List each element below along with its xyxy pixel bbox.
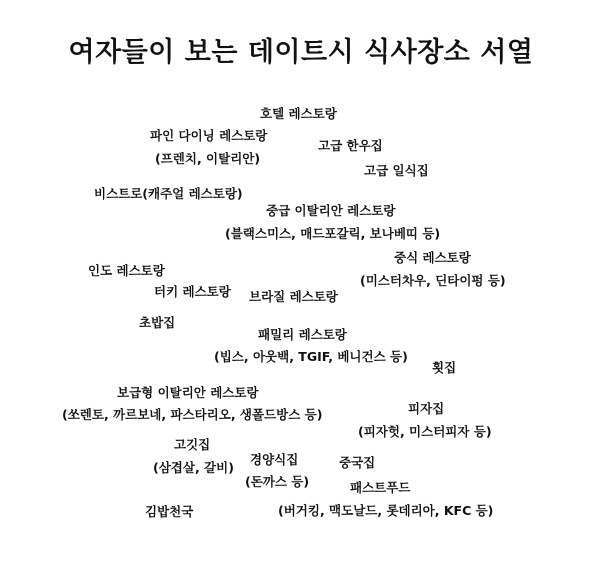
pizza-label: 피자집 — [408, 401, 445, 416]
family-restaurant-label: 패밀리 레스토랑 — [258, 327, 347, 342]
western-diner-label: 경양식집 — [250, 452, 299, 467]
pizza-examples: (피자헛, 미스터피자 등) — [358, 424, 492, 439]
mid-italian-label: 중급 이탈리안 레스토랑 — [266, 203, 396, 218]
family-restaurant-examples: (빕스, 아웃백, TGIF, 베니건스 등) — [214, 349, 408, 364]
bbq-label: 고깃집 — [174, 437, 211, 452]
chinese-restaurant-label: 중식 레스토랑 — [394, 250, 471, 265]
premium-japanese-label: 고급 일식집 — [364, 163, 429, 178]
page-title: 여자들이 보는 데이트시 식사장소 서열 — [68, 37, 534, 68]
bistro-label: 비스트로(캐주얼 레스토랑) — [94, 186, 243, 201]
casual-italian-examples: (쏘렌토, 까르보네, 파스타리오, 생폴드방스 등) — [62, 407, 323, 422]
casual-italian-label: 보급형 이탈리안 레스토랑 — [117, 385, 259, 400]
brazilian-restaurant-label: 브라질 레스토랑 — [249, 289, 338, 304]
indian-restaurant-label: 인도 레스토랑 — [88, 263, 165, 278]
fast-food-examples: (버거킹, 맥도날드, 롯데리아, KFC 등) — [278, 503, 494, 518]
raw-fish-label: 횟집 — [432, 360, 457, 375]
sushi-label: 초밥집 — [139, 315, 176, 330]
bbq-examples: (삼겹살, 갈비) — [153, 460, 234, 475]
western-diner-examples: (돈까스 등) — [245, 474, 310, 489]
chinese-restaurant-examples: (미스터차우, 딘타이펑 등) — [360, 273, 506, 288]
fine-dining-label: 파인 다이닝 레스토랑 — [150, 128, 268, 143]
fast-food-label: 패스트푸드 — [350, 480, 411, 495]
premium-hanwoo-label: 고급 한우집 — [318, 138, 383, 153]
gimbap-cheonguk-label: 김밥천국 — [145, 504, 194, 519]
mid-italian-examples: (블랙스미스, 매드포갈릭, 보나베띠 등) — [225, 226, 441, 241]
turkish-restaurant-label: 터키 레스토랑 — [154, 284, 231, 299]
hotel-restaurant-label: 호텔 레스토랑 — [260, 106, 337, 121]
chinese-takeout-label: 중국집 — [339, 455, 376, 470]
fine-dining-examples: (프렌치, 이탈리안) — [155, 151, 261, 166]
